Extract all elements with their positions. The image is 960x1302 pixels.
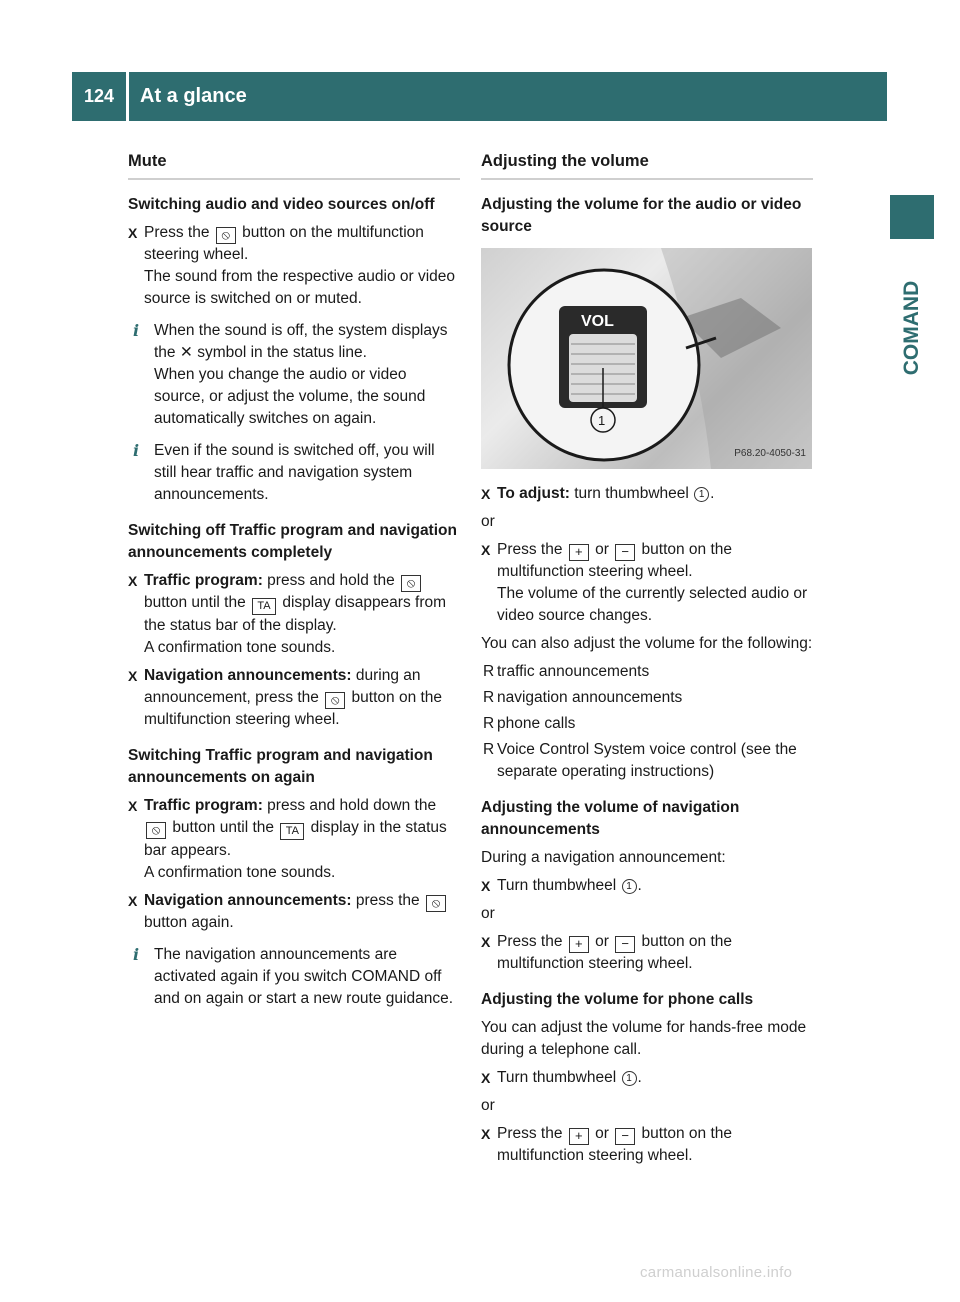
step-navigation-announcements: X Navigation announcements: during an announcement, press the ⦸ button on the multifunction steering wheel. (128, 667, 443, 728)
or-text: or (481, 513, 495, 530)
note-reactivate: i The navigation announcements are activated again if you switch COMAND off and on again or start a new route guidance. (128, 944, 460, 1010)
step-press-plus-minus: X Press the + or − button on the multifunction steering wheel. (481, 933, 733, 972)
photo-callout-one: 1 (598, 413, 606, 428)
side-tab (893, 253, 931, 403)
step-navigation-announcements-on: X Navigation announcements: press the ⦸ button again. (128, 890, 460, 934)
note-traffic: i Even if the sound is switched off, you will still hear traffic and navigation system announcements. (128, 440, 460, 506)
mute-key-icon: ⦸ (426, 895, 446, 912)
thumbwheel-photo (481, 248, 812, 469)
step-to-adjust: X To adjust: turn thumbwheel 1 . (481, 483, 813, 505)
step-marker-icon: X (128, 668, 138, 684)
step-turn-thumbwheel: X Turn thumbwheel 1 . (481, 875, 813, 897)
thumbwheel-callout-icon: 1 (622, 879, 637, 894)
minus-key-icon: − (615, 544, 635, 561)
left-column (128, 150, 460, 1020)
thumbwheel-callout-icon: 1 (622, 1071, 637, 1086)
step-marker-icon: X (481, 1126, 491, 1142)
section-title: At a glance (140, 85, 247, 107)
step-press-plus-minus: X Press the + or − button on the multifunction steering wheel. (481, 1125, 733, 1164)
step-traffic-program-on: X Traffic program: press and hold down the ⦸ button until the TA display in the status bar appears. A confirmation tone sounds. (128, 797, 447, 881)
thumbwheel-illustration (481, 248, 812, 469)
step-marker-icon: X (128, 225, 138, 241)
info-icon: i (132, 441, 140, 460)
during-text: During a navigation announcement: (481, 849, 726, 866)
list-item: R phone calls (481, 713, 813, 735)
sub-heading-audio-video: Adjusting the volume for the audio or video source (481, 196, 802, 235)
header-divider (126, 72, 129, 121)
step-traffic-program: X Traffic program: press and hold the ⦸ button until the TA display disappears from the status bar of the display. A confirmation tone sounds. (128, 572, 447, 656)
step-press-plus-minus: X Press the + or − button on the multifunction steering wheel. The volume of the currently selected audio or video source changes. (481, 541, 808, 624)
sub-heading-switch-on: Switching Traffic program and navigation announcements on again (128, 747, 433, 786)
plus-key-icon: + (569, 544, 589, 561)
minus-key-icon: − (615, 936, 635, 953)
phone-text: You can adjust the volume for hands-free mode during a telephone call. (481, 1019, 807, 1058)
ta-key-icon: TA (280, 823, 304, 840)
step-press-mute: X Press the ⦸ button on the multifunction steering wheel. The sound from the respective audio or video source is switched on or muted. (128, 224, 456, 307)
side-tab-block (890, 195, 934, 239)
ta-key-icon: TA (252, 598, 276, 615)
step-marker-icon: X (128, 798, 138, 814)
note-sound-off: i When the sound is off, the system displays the ✕ symbol in the status line. When you change the audio or video source, or adjust the volume, the sound automatically switches on again. (128, 320, 460, 430)
photo-caption: P68.20-4050-31 (734, 448, 806, 459)
bullet-icon: R (483, 663, 495, 680)
right-column (481, 150, 813, 1173)
sub-heading-switch-off: Switching off Traffic program and navigation announcements completely (128, 522, 457, 561)
plus-key-icon: + (569, 1128, 589, 1145)
photo-vol-label: VOL (581, 313, 614, 330)
bullet-icon: R (483, 715, 495, 732)
step-marker-icon: X (128, 893, 138, 909)
thumbwheel-callout-icon: 1 (694, 487, 709, 502)
bullet-icon: R (483, 741, 495, 758)
mute-key-icon: ⦸ (325, 692, 345, 709)
info-icon: i (132, 321, 140, 340)
step-marker-icon: X (481, 878, 491, 894)
sub-heading-navigation-volume: Adjusting the volume of navigation announcements (481, 799, 740, 838)
or-text: or (481, 905, 495, 922)
side-tab-label: COMAND (900, 280, 923, 376)
plus-key-icon: + (569, 936, 589, 953)
or-text: or (481, 1097, 495, 1114)
step-marker-icon: X (481, 542, 491, 558)
mute-key-icon: ⦸ (216, 227, 236, 244)
minus-key-icon: − (615, 1128, 635, 1145)
volume-heading: Adjusting the volume (481, 150, 813, 180)
mute-key-icon: ⦸ (146, 822, 166, 839)
footer-watermark: carmanualsonline.info (640, 1264, 793, 1281)
step-marker-icon: X (128, 573, 138, 589)
step-marker-icon: X (481, 1070, 491, 1086)
also-text: You can also adjust the volume for the following: (481, 635, 813, 652)
page-number: 124 (83, 86, 115, 106)
list-item: R navigation announcements (481, 687, 813, 709)
sub-heading-phone-volume: Adjusting the volume for phone calls (481, 991, 754, 1008)
status-mute-icon: ✕ (179, 344, 193, 361)
list-item: R traffic announcements (481, 661, 813, 683)
step-marker-icon: X (481, 486, 491, 502)
list-item: R Voice Control System voice control (see the separate operating instructions) (483, 741, 797, 780)
sub-heading-on-off: Switching audio and video sources on/off (128, 196, 435, 213)
step-marker-icon: X (481, 934, 491, 950)
mute-key-icon: ⦸ (401, 575, 421, 592)
bullet-icon: R (483, 689, 495, 706)
step-turn-thumbwheel: X Turn thumbwheel 1 . (481, 1067, 813, 1089)
info-icon: i (132, 945, 140, 964)
mute-heading: Mute (128, 150, 460, 180)
